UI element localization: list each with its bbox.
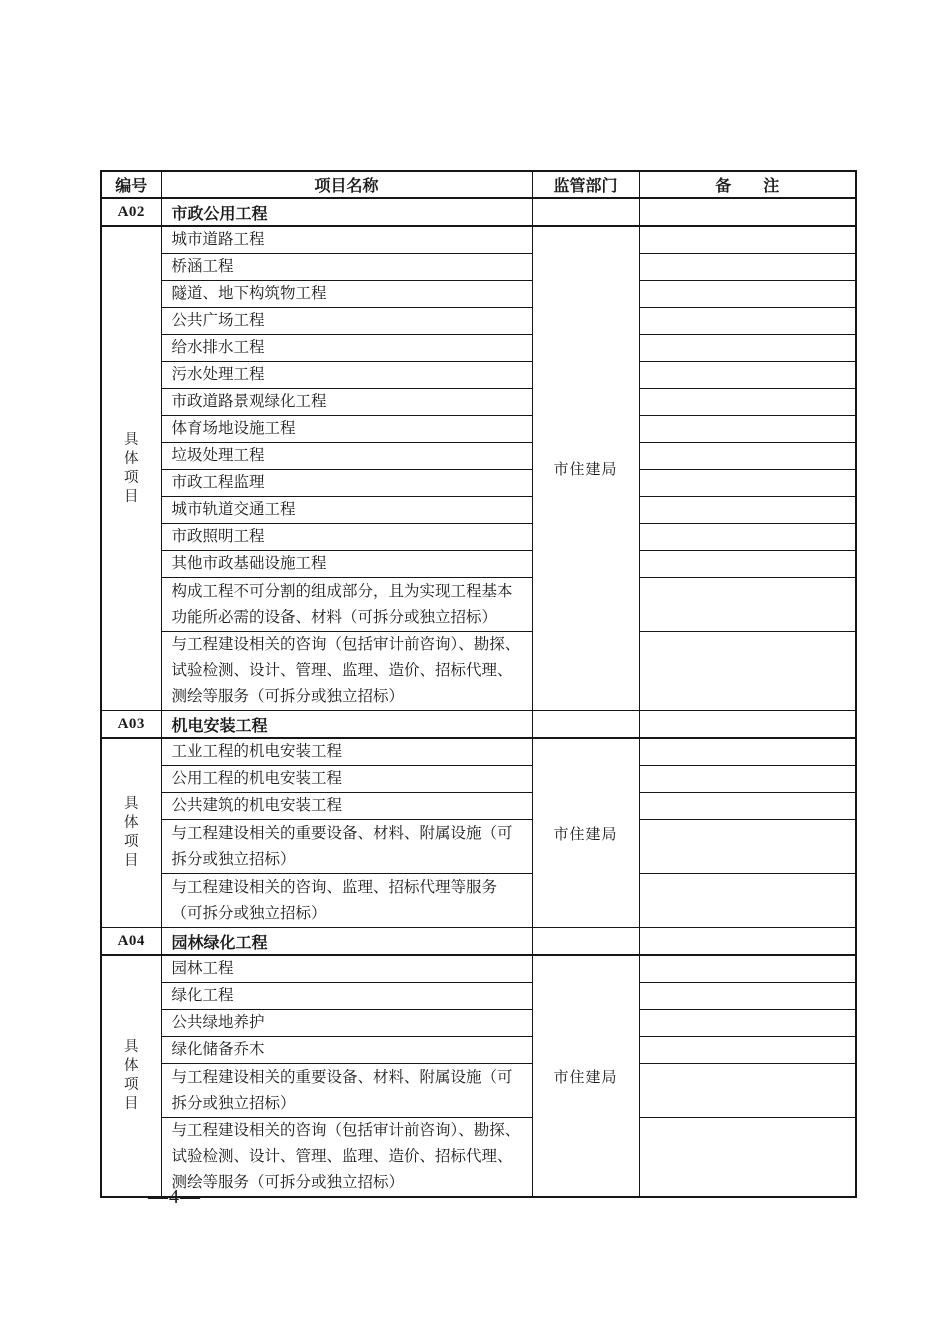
- remark-cell: [639, 578, 856, 632]
- item-name-cell: 与工程建设相关的咨询、监理、招标代理等服务（可拆分或独立招标）: [161, 874, 532, 928]
- item-name-cell: 构成工程不可分割的组成部分，且为实现工程基本功能所必需的设备、材料（可拆分或独立招标）: [161, 578, 532, 632]
- header-remark: 备 注: [639, 171, 856, 198]
- remark-cell: [639, 766, 856, 793]
- table-row: [101, 443, 856, 470]
- item-name-cell: 园林工程: [161, 955, 532, 983]
- table-row: [101, 1010, 856, 1037]
- table-row: [101, 983, 856, 1010]
- table-row: [101, 1118, 856, 1198]
- remark-cell: [639, 1010, 856, 1037]
- header-code: 编号: [101, 171, 161, 198]
- table-header-row: [101, 171, 856, 198]
- group-label-vertical: 具体项目: [124, 431, 139, 505]
- item-name-cell: 垃圾处理工程: [161, 443, 532, 470]
- table-row: [101, 497, 856, 524]
- section-title-row: [101, 928, 856, 956]
- department-cell: 市住建局: [532, 226, 639, 711]
- item-name-cell: 绿化工程: [161, 983, 532, 1010]
- table-row: [101, 1037, 856, 1064]
- item-name-cell: 市政道路景观绿化工程: [161, 389, 532, 416]
- section-remark-cell: [639, 928, 856, 956]
- remark-cell: [639, 983, 856, 1010]
- projects-table-wrap: [100, 170, 855, 1198]
- remark-cell: [639, 362, 856, 389]
- table-row: [101, 874, 856, 928]
- group-label-vertical: 具体项目: [124, 1039, 139, 1112]
- page-number: —4—: [148, 1186, 201, 1208]
- item-name-cell: 市政工程监理: [161, 470, 532, 497]
- item-name-cell: 与工程建设相关的重要设备、材料、附属设施（可拆分或独立招标）: [161, 1064, 532, 1118]
- projects-table: [100, 170, 857, 1198]
- table-row: [101, 254, 856, 281]
- table-row: [101, 551, 856, 578]
- remark-cell: [639, 874, 856, 928]
- section-code: A04: [101, 928, 161, 956]
- section-department-cell: [532, 928, 639, 956]
- remark-cell: [639, 470, 856, 497]
- table-row: [101, 362, 856, 389]
- remark-cell: [639, 1064, 856, 1118]
- remark-cell: [639, 524, 856, 551]
- item-name-cell: 市政照明工程: [161, 524, 532, 551]
- section-remark-cell: [639, 711, 856, 739]
- section-title: 市政公用工程: [161, 198, 532, 226]
- item-name-cell: 城市道路工程: [161, 226, 532, 254]
- department-cell: 市住建局: [532, 738, 639, 928]
- item-name-cell: 桥涵工程: [161, 254, 532, 281]
- item-name-cell: 公用工程的机电安装工程: [161, 766, 532, 793]
- table-row: [101, 766, 856, 793]
- section-department-cell: [532, 198, 639, 226]
- table-row: [101, 281, 856, 308]
- item-name-cell: 与工程建设相关的咨询（包括审计前咨询）、勘探、试验检测、设计、管理、监理、造价、招标代理、测绘等服务（可拆分或独立招标）: [161, 632, 532, 711]
- section-code: A02: [101, 198, 161, 226]
- item-name-cell: 工业工程的机电安装工程: [161, 738, 532, 766]
- remark-cell: [639, 389, 856, 416]
- item-name-cell: 体育场地设施工程: [161, 416, 532, 443]
- item-name-cell: 公共绿地养护: [161, 1010, 532, 1037]
- table-row: [101, 738, 856, 766]
- section-title: 机电安装工程: [161, 711, 532, 739]
- remark-cell: [639, 281, 856, 308]
- group-label-cell: [101, 955, 161, 1197]
- department-cell: 市住建局: [532, 955, 639, 1197]
- table-row: [101, 820, 856, 874]
- section-remark-cell: [639, 198, 856, 226]
- table-row: [101, 335, 856, 362]
- item-name-cell: 与工程建设相关的重要设备、材料、附属设施（可拆分或独立招标）: [161, 820, 532, 874]
- remark-cell: [639, 955, 856, 983]
- table-row: [101, 793, 856, 820]
- remark-cell: [639, 1118, 856, 1198]
- remark-cell: [639, 308, 856, 335]
- table-row: [101, 632, 856, 711]
- remark-cell: [639, 820, 856, 874]
- section-title-row: [101, 711, 856, 739]
- item-name-cell: 污水处理工程: [161, 362, 532, 389]
- remark-cell: [639, 793, 856, 820]
- table-row: [101, 308, 856, 335]
- remark-cell: [639, 416, 856, 443]
- table-row: [101, 226, 856, 254]
- group-label-cell: [101, 226, 161, 711]
- item-name-cell: 与工程建设相关的咨询（包括审计前咨询）、勘探、试验检测、设计、管理、监理、造价、招标代理、测绘等服务（可拆分或独立招标）: [161, 1118, 532, 1198]
- item-name-cell: 隧道、地下构筑物工程: [161, 281, 532, 308]
- table-row: [101, 1064, 856, 1118]
- remark-cell: [639, 335, 856, 362]
- remark-cell: [639, 254, 856, 281]
- remark-cell: [639, 443, 856, 470]
- header-name: 项目名称: [161, 171, 532, 198]
- section-department-cell: [532, 711, 639, 739]
- header-department: 监管部门: [532, 171, 639, 198]
- table-row: [101, 955, 856, 983]
- item-name-cell: 城市轨道交通工程: [161, 497, 532, 524]
- remark-cell: [639, 738, 856, 766]
- item-name-cell: 公共建筑的机电安装工程: [161, 793, 532, 820]
- remark-cell: [639, 1037, 856, 1064]
- section-code: A03: [101, 711, 161, 739]
- item-name-cell: 公共广场工程: [161, 308, 532, 335]
- section-title: 园林绿化工程: [161, 928, 532, 956]
- item-name-cell: 绿化储备乔木: [161, 1037, 532, 1064]
- remark-cell: [639, 551, 856, 578]
- table-row: [101, 389, 856, 416]
- table-row: [101, 578, 856, 632]
- group-label-vertical: 具体项目: [124, 796, 139, 869]
- remark-cell: [639, 226, 856, 254]
- item-name-cell: 给水排水工程: [161, 335, 532, 362]
- table-row: [101, 470, 856, 497]
- group-label-cell: [101, 738, 161, 928]
- table-row: [101, 524, 856, 551]
- remark-cell: [639, 632, 856, 711]
- remark-cell: [639, 497, 856, 524]
- item-name-cell: 其他市政基础设施工程: [161, 551, 532, 578]
- section-title-row: [101, 198, 856, 226]
- table-row: [101, 416, 856, 443]
